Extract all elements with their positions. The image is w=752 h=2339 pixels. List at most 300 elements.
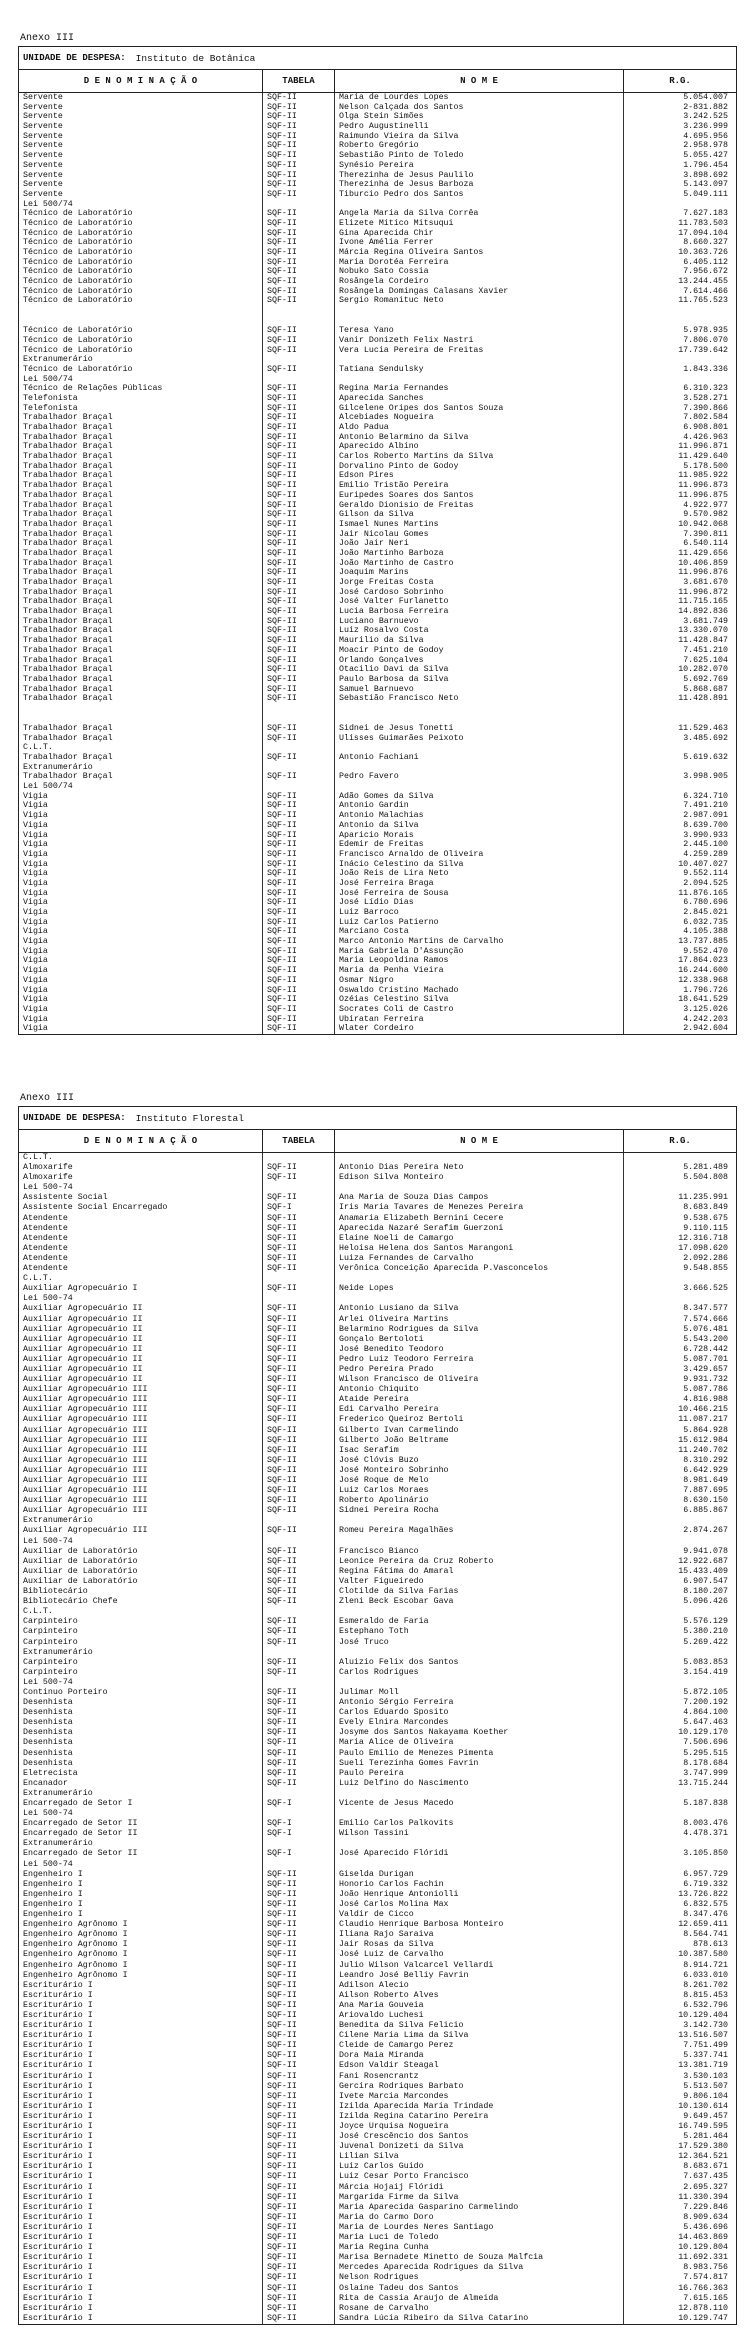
cell-nome: Cilene Maria Lima da Silva <box>339 2031 469 2041</box>
cell-nome: Ailson Roberto Alves <box>339 1990 439 2000</box>
cell-rg: 17.098.620 <box>678 1243 728 1253</box>
cell-denominacao: Trabalhador Braçal <box>23 413 113 423</box>
cell-nome: Moacir Pinto de Godoy <box>339 645 444 655</box>
cell-rg: 8.639.700 <box>683 820 728 830</box>
cell-denominacao: Auxiliar Agropecuário II <box>23 1334 143 1344</box>
cell-denominacao: Auxiliar Agropecuário II <box>23 1324 143 1334</box>
cell-denominacao: Extranumerário <box>23 1788 93 1798</box>
cell-nome: José Lídio Dias <box>339 898 414 908</box>
cell-nome: Edson Valdir Steagal <box>339 2061 439 2071</box>
cell-nome: Ana Maria de Souza Dias Campos <box>339 1193 489 1203</box>
cell-rg: 3.429.657 <box>683 1364 728 1374</box>
cell-rg: 7.751.499 <box>683 2041 728 2051</box>
cell-rg: 13.715.244 <box>678 1778 728 1788</box>
cell-nome: Margarida Firme da Silva <box>339 2192 459 2202</box>
cell-rg: 5.337.741 <box>683 2051 728 2061</box>
cell-denominacao: Vigia <box>23 830 48 840</box>
cell-rg: 5.269.422 <box>683 1637 728 1647</box>
cell-denominacao: Escriturário I <box>23 2263 93 2273</box>
cell-rg: 4.922.977 <box>683 500 728 510</box>
cell-tabela: SQF-II <box>267 956 297 966</box>
cell-nome: Fani Rosencrantz <box>339 2071 419 2081</box>
cell-rg: 5.978.935 <box>683 326 728 336</box>
cell-denominacao: Bibliotecário <box>23 1587 88 1597</box>
cell-nome: Leandro José Belliy Favrin <box>339 1970 469 1980</box>
cell-tabela: SQF-II <box>267 519 297 529</box>
cell-tabela: SQF-II <box>267 830 297 840</box>
cell-rg: 16.766.363 <box>678 2283 728 2293</box>
cell-denominacao: Vigia <box>23 888 48 898</box>
cell-tabela: SQF-II <box>267 510 297 520</box>
cell-nome: Wilson Tassini <box>339 1829 409 1839</box>
cell-rg <box>624 1294 736 1304</box>
cell-tabela: SQF-II <box>267 665 297 675</box>
cell-nome: Adão Gomes da Silva <box>339 791 434 801</box>
cell-nome <box>335 1183 623 1193</box>
cell-tabela: SQF-II <box>267 2172 297 2182</box>
cell-tabela: SQF-II <box>267 645 297 655</box>
cell-rg: 4.695.956 <box>683 131 728 141</box>
cell-denominacao: Técnico de Laboratório <box>23 326 133 336</box>
cell-nome <box>335 200 623 210</box>
cell-rg: 5.576.129 <box>683 1617 728 1627</box>
block-gap <box>624 306 736 326</box>
cell-nome: Belarmino Rodrigues da Silva <box>339 1324 479 1334</box>
cell-nome: Aldo Padua <box>339 423 389 432</box>
cell-rg: 10.407.027 <box>678 859 728 869</box>
cell-denominacao: Escriturário I <box>23 2253 93 2263</box>
cell-nome: Maria Dorotéa Ferreira <box>339 257 449 267</box>
cell-tabela: SQF-II <box>267 1425 297 1435</box>
cell-nome: Oswaldo Cristino Machado <box>339 985 459 995</box>
cell-tabela: SQF-II <box>267 141 297 151</box>
cell-tabela: SQF-II <box>267 878 297 888</box>
cell-denominacao: Escriturário I <box>23 2192 93 2202</box>
cell-tabela: SQF-II <box>267 811 297 821</box>
cell-denominacao: Carpinteiro <box>23 1627 78 1637</box>
cell-rg: 5.096.426 <box>683 1597 728 1607</box>
cell-denominacao: Técnico de Laboratório <box>23 209 133 219</box>
cell-tabela: SQF-II <box>267 1024 297 1034</box>
cell-rg: 2.942.604 <box>683 1024 728 1034</box>
cell-rg: 10.129.170 <box>678 1728 728 1738</box>
cell-tabela <box>263 1516 334 1526</box>
cell-tabela <box>263 1678 334 1688</box>
cell-rg: 10.466.215 <box>678 1405 728 1415</box>
cell-denominacao: Trabalhador Braçal <box>23 636 113 646</box>
cell-rg: 3.236.999 <box>683 122 728 132</box>
cell-denominacao: Auxiliar Agropecuário III <box>23 1455 148 1465</box>
cell-tabela: SQF-II <box>267 772 297 782</box>
cell-nome: Zleni Beck Escobar Gava <box>339 1597 454 1607</box>
cell-rg: 6.907.547 <box>683 1576 728 1586</box>
cell-rg: 7.229.846 <box>683 2202 728 2212</box>
cell-denominacao: Vigia <box>23 946 48 956</box>
cell-rg: 5.543.200 <box>683 1334 728 1344</box>
cell-rg: 9.931.732 <box>683 1375 728 1385</box>
cell-rg: 5.647.463 <box>683 1718 728 1728</box>
cell-rg: 10.406.859 <box>678 558 728 568</box>
cell-tabela: SQF-II <box>267 1496 297 1506</box>
cell-nome: Lucia Barbosa Ferreira <box>339 607 449 617</box>
cell-rg: 8.815.453 <box>683 1990 728 2000</box>
cell-tabela: SQF-II <box>267 393 297 403</box>
cell-rg: 11.429.656 <box>678 548 728 558</box>
cell-rg: 6.719.332 <box>683 1879 728 1889</box>
cell-denominacao: Trabalhador Braçal <box>23 461 113 471</box>
cell-nome: Sergio Romanituc Neto <box>339 296 444 306</box>
cell-denominacao: C.L.T. <box>23 1274 53 1284</box>
cell-tabela: SQF-II <box>267 228 297 238</box>
cell-rg: 17.864.023 <box>678 956 728 966</box>
cell-denominacao: Servente <box>23 131 63 141</box>
cell-tabela: SQF-II <box>267 898 297 908</box>
cell-rg: 4.105.388 <box>683 927 728 937</box>
cell-tabela: SQF-II <box>267 257 297 267</box>
cell-nome: Dorvalino Pinto de Godoy <box>339 461 459 471</box>
cell-denominacao: Escriturário I <box>23 1980 93 1990</box>
cell-rg: 12.364.521 <box>678 2152 728 2162</box>
cell-rg: 5.619.632 <box>683 753 728 762</box>
cell-tabela: SQF-II <box>267 607 297 617</box>
cell-denominacao: Trabalhador Braçal <box>23 500 113 510</box>
cell-rg: 6.310.323 <box>683 384 728 394</box>
cell-tabela: SQF-II <box>267 1304 297 1314</box>
cell-nome: Antonio Belarmino da Silva <box>339 432 469 442</box>
cell-denominacao: Escriturário I <box>23 2303 93 2313</box>
cell-tabela: SQF-II <box>267 2293 297 2303</box>
cell-denominacao: Auxiliar de Laboratório <box>23 1556 138 1566</box>
cell-nome: Aparicio Morais <box>339 830 414 840</box>
cell-nome: Joyce Urquisa Nogueira <box>339 2122 449 2131</box>
cell-tabela: SQF-II <box>267 966 297 976</box>
cell-nome: Maria Regina Cunha <box>339 2243 429 2253</box>
cell-denominacao: Trabalhador Braçal <box>23 432 113 442</box>
cell-denominacao: Engenheiro Agrônomo I <box>23 1960 128 1970</box>
cell-nome: José Ferreira de Sousa <box>339 888 449 898</box>
cell-denominacao: Lei 500/74 <box>23 782 73 792</box>
cell-tabela: SQF-II <box>267 180 297 190</box>
cell-nome: Roberto Gregório <box>339 141 419 151</box>
cell-nome: Tatiana Sendulsky <box>339 364 424 374</box>
cell-tabela: SQF-II <box>267 1970 297 1980</box>
cell-nome: Olga Stein Simões <box>339 112 424 122</box>
block-gap <box>335 704 623 724</box>
annex-label-2: Anexo III <box>20 1093 75 1104</box>
cell-nome <box>335 763 623 773</box>
cell-rg: 7.390.811 <box>683 529 728 539</box>
cell-denominacao: Trabalhador Braçal <box>23 471 113 481</box>
cell-nome: Antonio Malachias <box>339 811 424 821</box>
cell-rg: 15.433.409 <box>678 1566 728 1576</box>
cell-tabela: SQF-II <box>267 2303 297 2313</box>
cell-tabela: SQF-II <box>267 1940 297 1950</box>
cell-denominacao: Extranumerário <box>23 1839 93 1849</box>
cell-nome: José Clóvis Buzo <box>339 1455 419 1465</box>
cell-nome: Maria Aparecida Gasparino Carmelindo <box>339 2202 519 2212</box>
cell-nome: Teresa Yano <box>339 326 394 336</box>
cell-nome: Nelson Rodrigues <box>339 2273 419 2283</box>
cell-tabela: SQF-II <box>267 442 297 452</box>
cell-tabela: SQF-II <box>267 1243 297 1253</box>
cell-nome: Iris Maria Tavares de Menezes Pereira <box>339 1203 524 1213</box>
cell-tabela: SQF-II <box>267 1173 297 1183</box>
cell-tabela: SQF-II <box>267 1718 297 1728</box>
table-body <box>19 93 736 1034</box>
cell-tabela: SQF-II <box>267 1193 297 1203</box>
cell-denominacao: Carpinteiro <box>23 1617 78 1627</box>
cell-denominacao: Trabalhador Braçal <box>23 548 113 558</box>
cell-tabela: SQF-II <box>267 1314 297 1324</box>
cell-denominacao: Escriturário I <box>23 2132 93 2142</box>
cell-rg: 10.387.580 <box>678 1950 728 1960</box>
cell-nome: Luiz Rosalvo Costa <box>339 626 429 636</box>
cell-tabela: SQF-II <box>267 481 297 491</box>
header-denominacao: D E N O M I N A Ç Ã O <box>19 70 263 92</box>
cell-tabela: SQF-II <box>267 2010 297 2020</box>
cell-nome: Ivete Marcia Marcondes <box>339 2091 449 2101</box>
cell-nome: Julimar Moll <box>339 1687 399 1697</box>
cell-denominacao: Vigia <box>23 917 48 927</box>
cell-nome: Gonçalo Bertoloti <box>339 1334 424 1344</box>
cell-rg: 5.295.515 <box>683 1748 728 1758</box>
cell-denominacao: Vigia <box>23 975 48 985</box>
cell-rg: 10.129.404 <box>678 2010 728 2020</box>
cell-denominacao: Técnico de Laboratório <box>23 257 133 267</box>
cell-tabela: SQF-II <box>267 2212 297 2222</box>
cell-rg: 14.463.869 <box>678 2233 728 2243</box>
cell-tabela: SQF-II <box>267 296 297 306</box>
cell-tabela: SQF-II <box>267 131 297 141</box>
cell-rg: 11.996.872 <box>678 587 728 597</box>
cell-nome: Ariovaldo Luchesi <box>339 2010 424 2020</box>
cell-tabela <box>263 1274 334 1284</box>
cell-denominacao: Auxiliar Agropecuário II <box>23 1375 143 1385</box>
cell-tabela: SQF-II <box>267 1385 297 1395</box>
cell-rg: 10.130.614 <box>678 2101 728 2111</box>
cell-denominacao: Auxiliar Agropecuário II <box>23 1314 143 1324</box>
cell-nome: Claudio Henrique Barbosa Monteiro <box>339 1920 504 1930</box>
cell-rg: 8.660.327 <box>683 238 728 248</box>
cell-rg: 18.641.529 <box>678 995 728 1005</box>
column-denominacao <box>19 93 263 1034</box>
cell-tabela: SQF-I <box>267 1819 292 1829</box>
cell-nome: Maria Luci de Toledo <box>339 2233 439 2243</box>
cell-denominacao: Encarregado de Setor I <box>23 1799 133 1808</box>
cell-nome: Evely Elnira Marcondes <box>339 1718 449 1728</box>
cell-tabela: SQF-II <box>267 1364 297 1374</box>
cell-rg: 6.642.929 <box>683 1465 728 1475</box>
cell-nome: Izilda Aparecida Maria Trindade <box>339 2101 494 2111</box>
cell-tabela: SQF-II <box>267 1435 297 1445</box>
cell-denominacao: Trabalhador Braçal <box>23 655 113 665</box>
cell-denominacao: Auxiliar de Laboratório <box>23 1576 138 1586</box>
cell-tabela: SQF-II <box>267 1910 297 1920</box>
cell-nome: Antonio Dias Pereira Neto <box>339 1163 464 1173</box>
cell-rg: 6.957.729 <box>683 1869 728 1879</box>
cell-tabela: SQF-II <box>267 2152 297 2162</box>
cell-nome: João Martinho de Castro <box>339 558 454 568</box>
cell-rg <box>624 1678 736 1688</box>
cell-tabela: SQF-II <box>267 1627 297 1637</box>
cell-rg: 9.806.104 <box>683 2091 728 2101</box>
cell-denominacao: Trabalhador Braçal <box>23 597 113 607</box>
cell-denominacao: Vigia <box>23 878 48 888</box>
cell-rg: 8.683.671 <box>683 2162 728 2172</box>
cell-rg: 6.532.796 <box>683 2000 728 2010</box>
cell-tabela: SQF-II <box>267 1445 297 1455</box>
cell-rg: 8.310.292 <box>683 1455 728 1465</box>
cell-denominacao: Técnico de Laboratório <box>23 218 133 228</box>
cell-rg: 6.324.710 <box>683 791 728 801</box>
cell-tabela: SQF-II <box>267 1014 297 1024</box>
cell-nome <box>335 743 623 753</box>
cell-rg: 11.996.876 <box>678 568 728 578</box>
cell-denominacao: Encarregado de Setor II <box>23 1829 138 1839</box>
cell-denominacao: Trabalhador Braçal <box>23 665 113 675</box>
cell-denominacao: Vigia <box>23 1014 48 1024</box>
cell-denominacao: Escriturário I <box>23 1990 93 2000</box>
cell-rg: 4.816.988 <box>683 1395 728 1405</box>
cell-rg: 7.506.696 <box>683 1738 728 1748</box>
cell-tabela: SQF-II <box>267 820 297 830</box>
cell-nome: Gilcelene Oripes dos Santos Souza <box>339 403 504 413</box>
cell-rg: 9.110.115 <box>683 1223 728 1233</box>
cell-denominacao: Trabalhador Braçal <box>23 539 113 549</box>
cell-denominacao: Bibliotecário Chefe <box>23 1597 118 1607</box>
cell-nome: Izilda Regina Catarino Pereira <box>339 2111 489 2121</box>
cell-tabela: SQF-II <box>267 1980 297 1990</box>
cell-denominacao: Desenhista <box>23 1738 73 1748</box>
cell-denominacao: Auxiliar Agropecuário III <box>23 1486 148 1496</box>
cell-rg: 5.143.097 <box>683 180 728 190</box>
cell-rg: 3.142.730 <box>683 2021 728 2031</box>
cell-denominacao: Auxiliar Agropecuário III <box>23 1385 148 1395</box>
cell-denominacao: Trabalhador Braçal <box>23 423 113 432</box>
cell-denominacao: Vigia <box>23 820 48 830</box>
cell-tabela: SQF-II <box>267 490 297 500</box>
cell-rg: 7.451.210 <box>683 645 728 655</box>
cell-nome: Vicente de Jesus Macedo <box>339 1799 454 1808</box>
cell-rg: 11.996.875 <box>678 490 728 500</box>
cell-rg: 7.574.817 <box>683 2273 728 2283</box>
cell-tabela: SQF-II <box>267 2021 297 2031</box>
cell-nome: Geraldo Dionisio de Freitas <box>339 500 474 510</box>
cell-rg: 5.076.481 <box>683 1324 728 1334</box>
cell-nome: Aluizio Felix dos Santos <box>339 1657 459 1667</box>
cell-nome: Jorge Freitas Costa <box>339 578 434 587</box>
cell-rg: 10.129.804 <box>678 2243 728 2253</box>
cell-denominacao: Técnico de Laboratório <box>23 286 133 296</box>
cell-denominacao: Trabalhador Braçal <box>23 519 113 529</box>
cell-tabela: SQF-II <box>267 1758 297 1768</box>
cell-tabela: SQF-II <box>267 753 297 762</box>
cell-tabela: SQF-II <box>267 1587 297 1597</box>
cell-nome <box>335 1839 623 1849</box>
staff-table-botanica <box>18 46 737 1035</box>
cell-nome: Clotilde da Silva Farias <box>339 1587 459 1597</box>
cell-nome <box>335 375 623 385</box>
cell-tabela: SQF-II <box>267 927 297 937</box>
cell-nome: João Reis de Lira Neto <box>339 869 449 879</box>
cell-nome: Marisa Bernadete Minetto de Souza Malfcia <box>339 2253 544 2263</box>
cell-nome: Regina Fátima do Amaral <box>339 1566 454 1576</box>
cell-denominacao: Trabalhador Braçal <box>23 626 113 636</box>
cell-rg <box>624 1516 736 1526</box>
column-headers <box>19 70 736 93</box>
cell-nome: Elizete Mitico Mitsuqui <box>339 218 454 228</box>
cell-rg <box>624 375 736 385</box>
cell-rg: 7.802.584 <box>683 413 728 423</box>
cell-rg <box>624 1153 736 1163</box>
cell-rg: 11.876.165 <box>678 888 728 898</box>
cell-tabela <box>263 743 334 753</box>
cell-tabela: SQF-II <box>267 1778 297 1788</box>
cell-rg: 13.726.822 <box>678 1889 728 1899</box>
cell-rg: 8.683.849 <box>683 1203 728 1213</box>
cell-nome: Alcebiades Nogueira <box>339 413 434 423</box>
cell-tabela: SQF-II <box>267 2061 297 2071</box>
cell-nome: Mercedes Aparecida Rodrigues da Silva <box>339 2263 524 2273</box>
cell-denominacao: Escriturário I <box>23 2162 93 2172</box>
cell-rg: 8.981.649 <box>683 1476 728 1485</box>
cell-rg: 11.240.702 <box>678 1445 728 1455</box>
cell-tabela: SQF-II <box>267 2122 297 2131</box>
cell-denominacao: Servente <box>23 180 63 190</box>
cell-rg: 11.429.640 <box>678 452 728 462</box>
cell-denominacao: Desenhista <box>23 1698 73 1708</box>
cell-tabela: SQF-II <box>267 1768 297 1778</box>
cell-tabela: SQF-II <box>267 432 297 442</box>
cell-denominacao: Atendente <box>23 1223 68 1233</box>
cell-tabela: SQF-II <box>267 151 297 161</box>
cell-denominacao: Lei 500/74 <box>23 199 73 209</box>
cell-nome: Luiz Barroco <box>339 908 399 917</box>
cell-denominacao: Trabalhador Braçal <box>23 452 113 462</box>
cell-tabela: SQF-II <box>267 1465 297 1475</box>
cell-nome: Aparecida Nazaré Serafim Guerzoni <box>339 1223 504 1233</box>
cell-nome: Estephano Toth <box>339 1627 409 1637</box>
cell-rg: 7.627.183 <box>683 209 728 219</box>
cell-nome: Jair Rosas da Silva <box>339 1940 434 1950</box>
cell-denominacao: Escriturário I <box>23 2142 93 2152</box>
cell-tabela: SQF-II <box>267 2243 297 2253</box>
cell-denominacao: Atendente <box>23 1264 68 1274</box>
cell-tabela: SQF-II <box>267 723 297 733</box>
cell-rg: 3.528.271 <box>683 393 728 403</box>
cell-nome: Romeu Pereira Magalhães <box>339 1526 454 1536</box>
unit-name: Instituto de Botânica <box>135 52 256 64</box>
cell-denominacao: Assistente Social <box>23 1193 108 1203</box>
cell-denominacao: Trabalhador Braçal <box>23 674 113 684</box>
cell-tabela: SQF-II <box>267 1597 297 1607</box>
cell-rg <box>624 1183 736 1193</box>
cell-tabela: SQF-II <box>267 539 297 549</box>
cell-tabela: SQF-II <box>267 423 297 432</box>
cell-rg <box>624 1607 736 1617</box>
cell-rg: 1.796.726 <box>683 985 728 995</box>
cell-denominacao: Vigia <box>23 811 48 821</box>
cell-tabela: SQF-II <box>267 888 297 898</box>
cell-tabela: SQF-II <box>267 1324 297 1334</box>
cell-tabela: SQF-II <box>267 694 297 704</box>
cell-denominacao: Escriturário I <box>23 2041 93 2051</box>
cell-nome: Arlei Oliveira Martins <box>339 1314 449 1324</box>
cell-denominacao: Escriturário I <box>23 2010 93 2020</box>
cell-tabela <box>263 1860 334 1870</box>
cell-rg: 1.796.454 <box>683 160 728 170</box>
cell-rg: 11.783.503 <box>678 218 728 228</box>
